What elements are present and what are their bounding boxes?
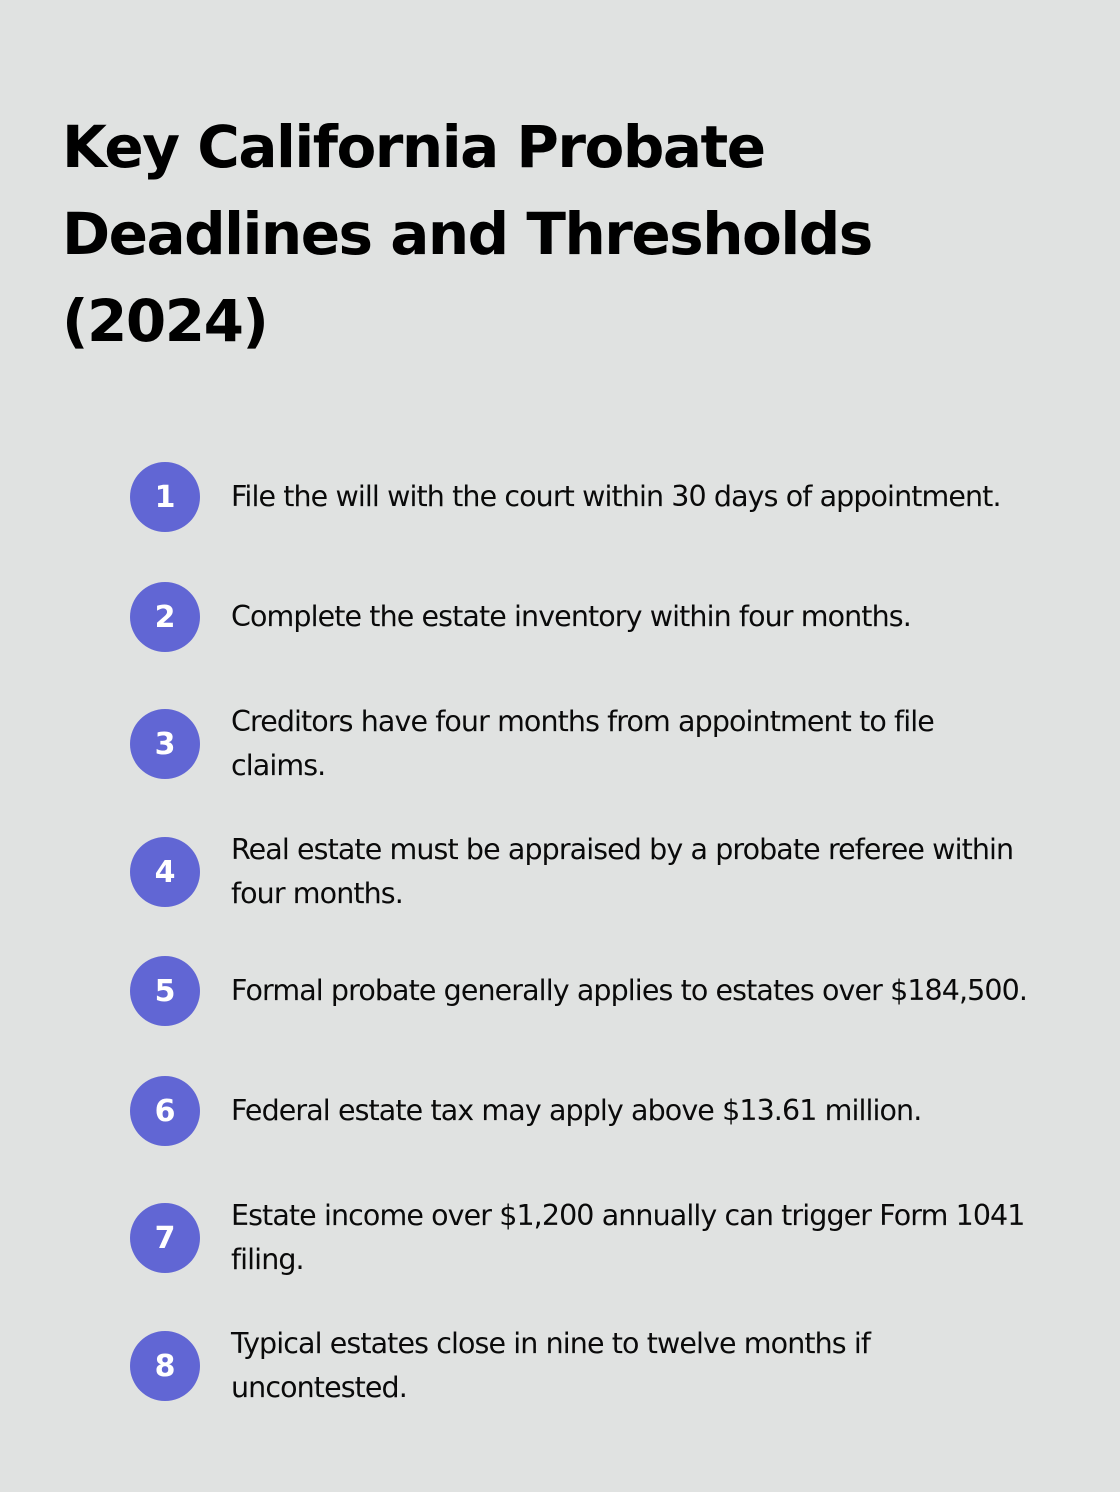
item-text: Federal estate tax may apply above $13.61 million. [231,1094,922,1127]
number-badge: 5 [130,956,200,1026]
item-text: Typical estates close in nine to twelve months if uncontested. [231,1327,871,1404]
list-item [130,700,1050,788]
number-badge: 3 [130,709,200,779]
number-badge: 8 [130,1331,200,1401]
list-item [130,582,1050,652]
list-item [130,1194,1050,1282]
number-badge: 6 [130,1076,200,1146]
list-item [130,956,1050,1026]
list-item [130,828,1050,916]
item-text: Formal probate generally applies to estates over $184,500. [231,974,1028,1007]
item-text: Real estate must be appraised by a probate referee within four months. [231,833,1014,910]
number-badge: 1 [130,462,200,532]
item-text: Estate income over $1,200 annually can trigger Form 1041 filing. [231,1199,1025,1276]
number-badge: 4 [130,837,200,907]
page-title: Key California Probate Deadlines and Thresholds (2024) [62,113,872,355]
list-item [130,1076,1050,1146]
list-item [130,1322,1050,1410]
number-badge: 7 [130,1203,200,1273]
item-text: Complete the estate inventory within four months. [231,600,911,633]
item-text: Creditors have four months from appointment to file claims. [231,705,934,782]
item-text: File the will with the court within 30 days of appointment. [231,480,1001,513]
number-badge: 2 [130,582,200,652]
list-item [130,462,1050,532]
